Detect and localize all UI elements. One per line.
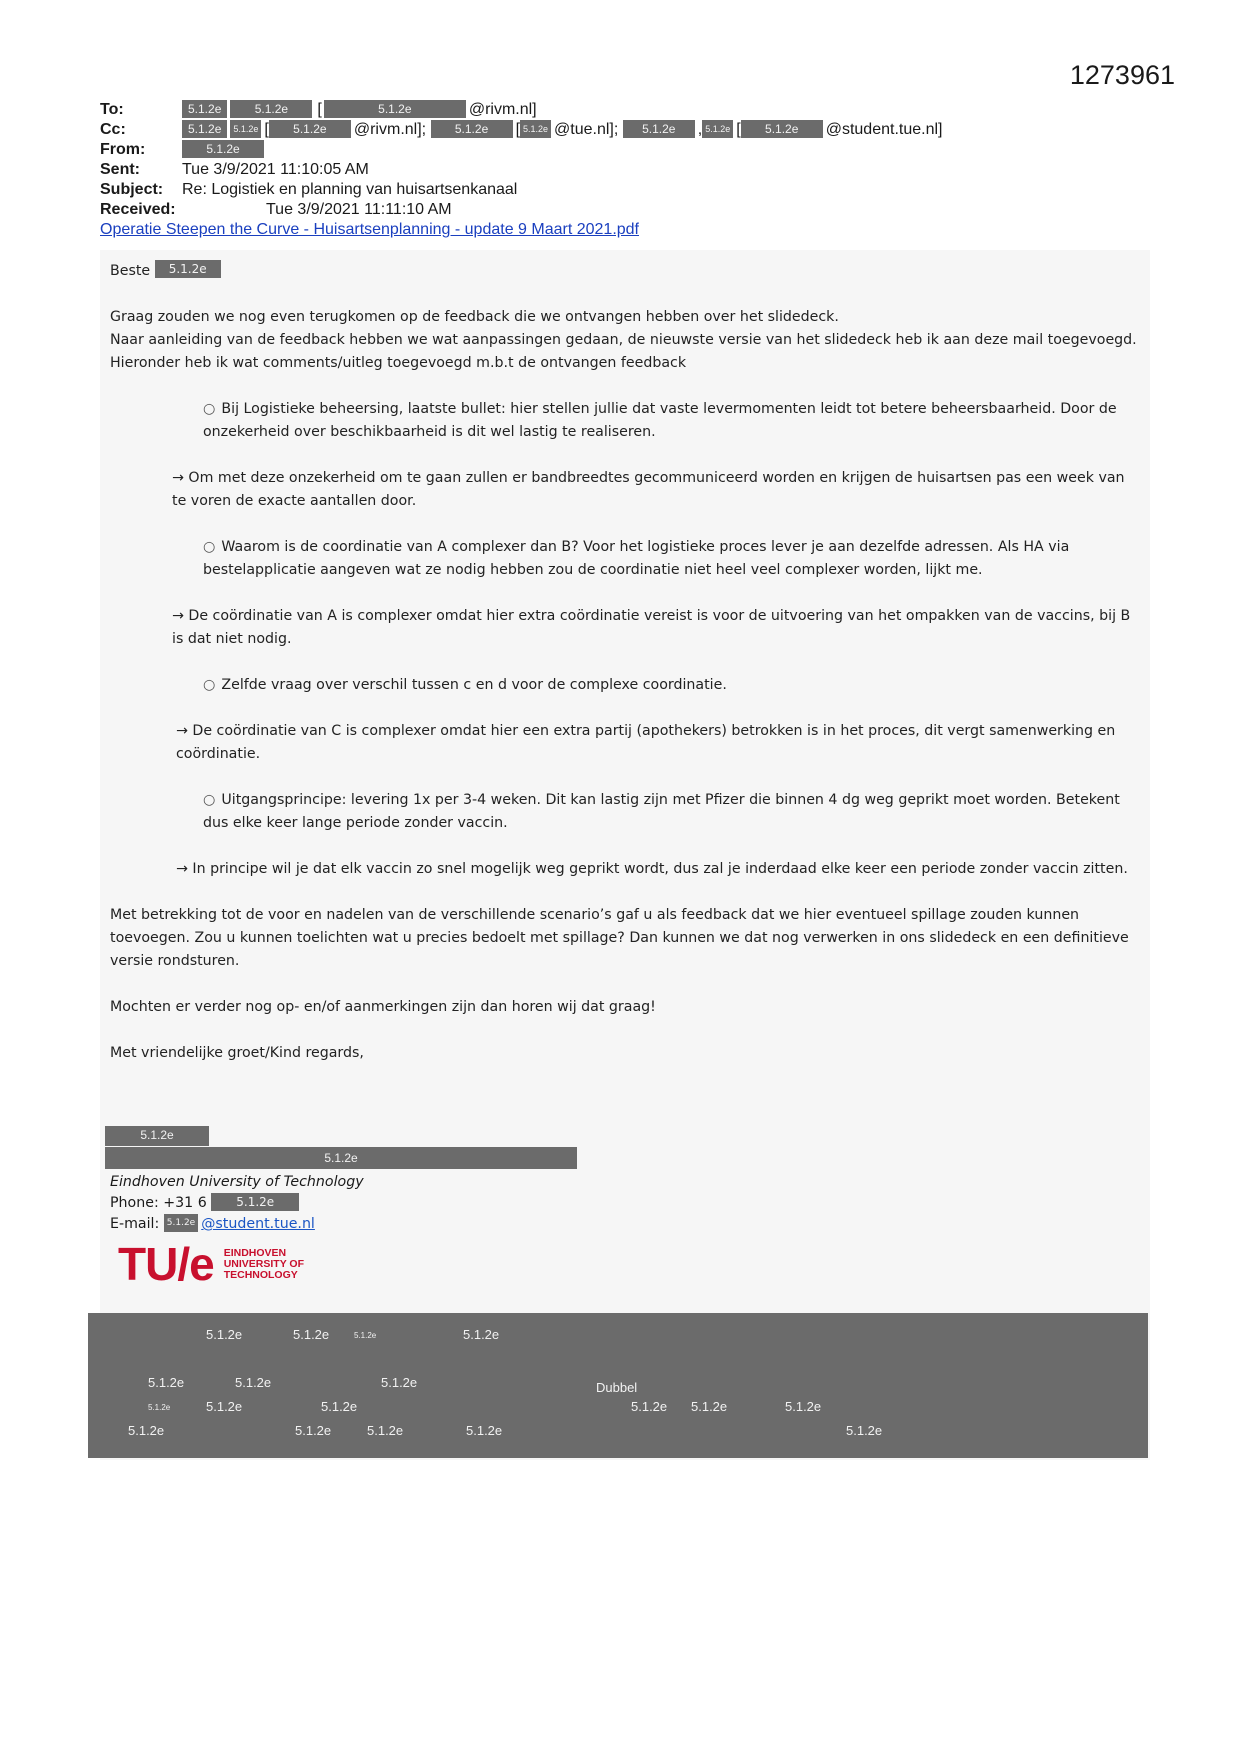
redaction: 5.1.2e xyxy=(431,120,513,138)
intro-line: Hieronder heb ik wat comments/uitleg toegevoegd m.b.t de ontvangen feedback xyxy=(110,355,687,371)
cc-tue-domain: @tue.nl]; xyxy=(554,121,619,138)
redaction: 5.1.2e xyxy=(466,1423,503,1438)
redaction: 5.1.2e xyxy=(293,1327,330,1342)
to-label: To: xyxy=(100,101,124,118)
cc-label: Cc: xyxy=(100,121,126,138)
redaction: 5.1.2e xyxy=(463,1327,500,1342)
email-line: E-mail: 5.1.2e @student.tue.nl xyxy=(110,1216,315,1232)
redaction: 5.1.2e xyxy=(182,120,227,138)
bullet-circle-icon: ○ xyxy=(203,792,216,808)
question-3: ○ Zelfde vraag over verschil tussen c en d voor de complexe coordinatie. xyxy=(203,677,727,693)
cc-student-domain: @student.tue.nl] xyxy=(825,121,943,138)
answer-3: → De coördinatie van C is complexer omdat hier een extra partij (apothekers) betrokken is in het proces, dit vergt samenwerking en coördinatie. xyxy=(176,723,1116,762)
phone-line: Phone: +31 6 5.1.2e xyxy=(110,1193,364,1214)
answer-2: → De coördinatie van A is complexer omdat hier extra coördinatie vereist is voor de uitvoering van het ompakken van de vaccins, bij B is dat niet nodig. xyxy=(172,608,1131,647)
redaction: 5.1.2e xyxy=(148,1375,185,1390)
email-link[interactable]: @student.tue.nl xyxy=(201,1216,315,1232)
redaction: 5.1.2e xyxy=(128,1423,165,1438)
redaction: 5.1.2e xyxy=(520,120,551,138)
redaction: 5.1.2e xyxy=(206,1327,243,1342)
sent-value: Tue 3/9/2021 11:10:05 AM xyxy=(182,161,369,178)
sent-label: Sent: xyxy=(100,161,140,178)
bullet-circle-icon: ○ xyxy=(203,539,216,555)
signature xyxy=(110,1172,364,1235)
redacted-footer xyxy=(88,1313,1148,1458)
received-label: Received: xyxy=(100,201,176,218)
redaction: 5.1.2e xyxy=(148,1403,171,1412)
regards: Met vriendelijke groet/Kind regards, xyxy=(110,1045,364,1061)
redaction: 5.1.2e xyxy=(702,120,733,138)
answer-1: → Om met deze onzekerheid om te gaan zullen er bandbreedtes gecommuniceerd worden en krijgen de huisartsen pas een week van te voren de exacte aantallen door. xyxy=(172,470,1125,509)
redaction: 5.1.2e xyxy=(230,120,261,138)
redaction: 5.1.2e xyxy=(269,120,351,138)
redaction: 5.1.2e xyxy=(105,1147,577,1169)
redaction: 5.1.2e xyxy=(164,1214,198,1232)
redaction: 5.1.2e xyxy=(785,1399,822,1414)
redaction: 5.1.2e xyxy=(381,1375,418,1390)
cc-rivm-domain: @rivm.nl]; xyxy=(353,121,427,138)
redaction: 5.1.2e xyxy=(321,1399,358,1414)
email-body xyxy=(110,260,1140,1088)
from-label: From: xyxy=(100,141,146,158)
closing-question: Mochten er verder nog op- en/of aanmerkingen zijn dan horen wij dat graag! xyxy=(110,999,656,1015)
logo-subtitle: EINDHOVEN UNIVERSITY OF TECHNOLOGY xyxy=(223,1246,305,1281)
bullet-circle-icon: ○ xyxy=(203,401,216,417)
spillage-paragraph: Met betrekking tot de voor en nadelen van de verschillende scenario’s gaf u als feedback dat we hier eventueel spillage zouden kunnen toevoegen. Zou u kunnen toelichten wat u precies bedoelt met spillage? Dan kunnen we dat nog verwerken in ons slidedeck en een definitieve versie rondsturen. xyxy=(110,907,1129,969)
intro-line: Naar aanleiding van de feedback hebben we wat aanpassingen gedaan, de nieuwste versie van het slidedeck heb ik aan deze mail toegevoegd. xyxy=(110,332,1137,348)
tue-logo xyxy=(118,1240,304,1288)
answer-4: → In principe wil je dat elk vaccin zo snel mogelijk weg geprikt wordt, dus zal je inderdaad elke keer een periode zonder vaccin zitten. xyxy=(176,861,1128,877)
received-value: Tue 3/9/2021 11:11:10 AM xyxy=(266,201,452,218)
question-2: ○ Waarom is de coordinatie van A complexer dan B? Voor het logistieke proces lever je aan dezelfde adressen. Als HA via bestelapplicatie aangeven wat ze nodig hebben zou de coordinatie niet heel veel complexer worden, lijkt me. xyxy=(203,539,1070,578)
redaction: 5.1.2e xyxy=(367,1423,404,1438)
subject-label: Subject: xyxy=(100,181,164,198)
bullet-circle-icon: ○ xyxy=(203,677,216,693)
redaction: 5.1.2e xyxy=(295,1423,332,1438)
redaction: 5.1.2e xyxy=(206,1399,243,1414)
redaction: 5.1.2e xyxy=(235,1375,272,1390)
redaction: 5.1.2e xyxy=(182,140,264,158)
logo-mark: TU/e xyxy=(118,1238,214,1290)
redaction: 5.1.2e xyxy=(631,1399,668,1414)
footer-word: Dubbel xyxy=(596,1380,638,1395)
intro-line: Graag zouden we nog even terugkomen op de feedback die we ontvangen hebben over het slidedeck. xyxy=(110,309,839,325)
document-number: 1273961 xyxy=(1069,60,1175,90)
greeting: Beste xyxy=(110,263,151,279)
greeting-line xyxy=(110,260,1140,283)
redaction: 5.1.2e xyxy=(155,260,221,278)
redaction: 5.1.2e xyxy=(105,1126,209,1146)
redaction: 5.1.2e xyxy=(846,1423,883,1438)
subject-value: Re: Logistiek en planning van huisartsenkanaal xyxy=(182,181,518,198)
redaction: 5.1.2e xyxy=(691,1399,728,1414)
university-name: Eindhoven University of Technology xyxy=(110,1174,364,1190)
redaction: 5.1.2e xyxy=(182,100,227,118)
redaction: 5.1.2e xyxy=(211,1193,299,1211)
to-domain: @rivm.nl] xyxy=(468,101,537,118)
redaction: 5.1.2e xyxy=(324,100,466,118)
intro-paragraph xyxy=(110,306,1140,375)
redaction: 5.1.2e xyxy=(741,120,823,138)
attachment-link[interactable]: Operatie Steepen the Curve - Huisartsenplanning - update 9 Maart 2021.pdf xyxy=(100,221,639,238)
redaction: 5.1.2e xyxy=(230,100,312,118)
redaction: 5.1.2e xyxy=(623,120,695,138)
question-1: ○ Bij Logistieke beheersing, laatste bullet: hier stellen jullie dat vaste levermomenten leidt tot betere beheersbaarheid. Door de onzekerheid over beschikbaarheid is dit wel lastig te realiseren. xyxy=(203,401,1117,440)
redaction: 5.1.2e xyxy=(354,1331,377,1340)
question-4: ○ Uitgangsprincipe: levering 1x per 3-4 weken. Dit kan lastig zijn met Pfizer die binnen 4 dg weg geprikt moet worden. Betekent dus elke keer lange periode zonder vaccin. xyxy=(203,792,1120,831)
